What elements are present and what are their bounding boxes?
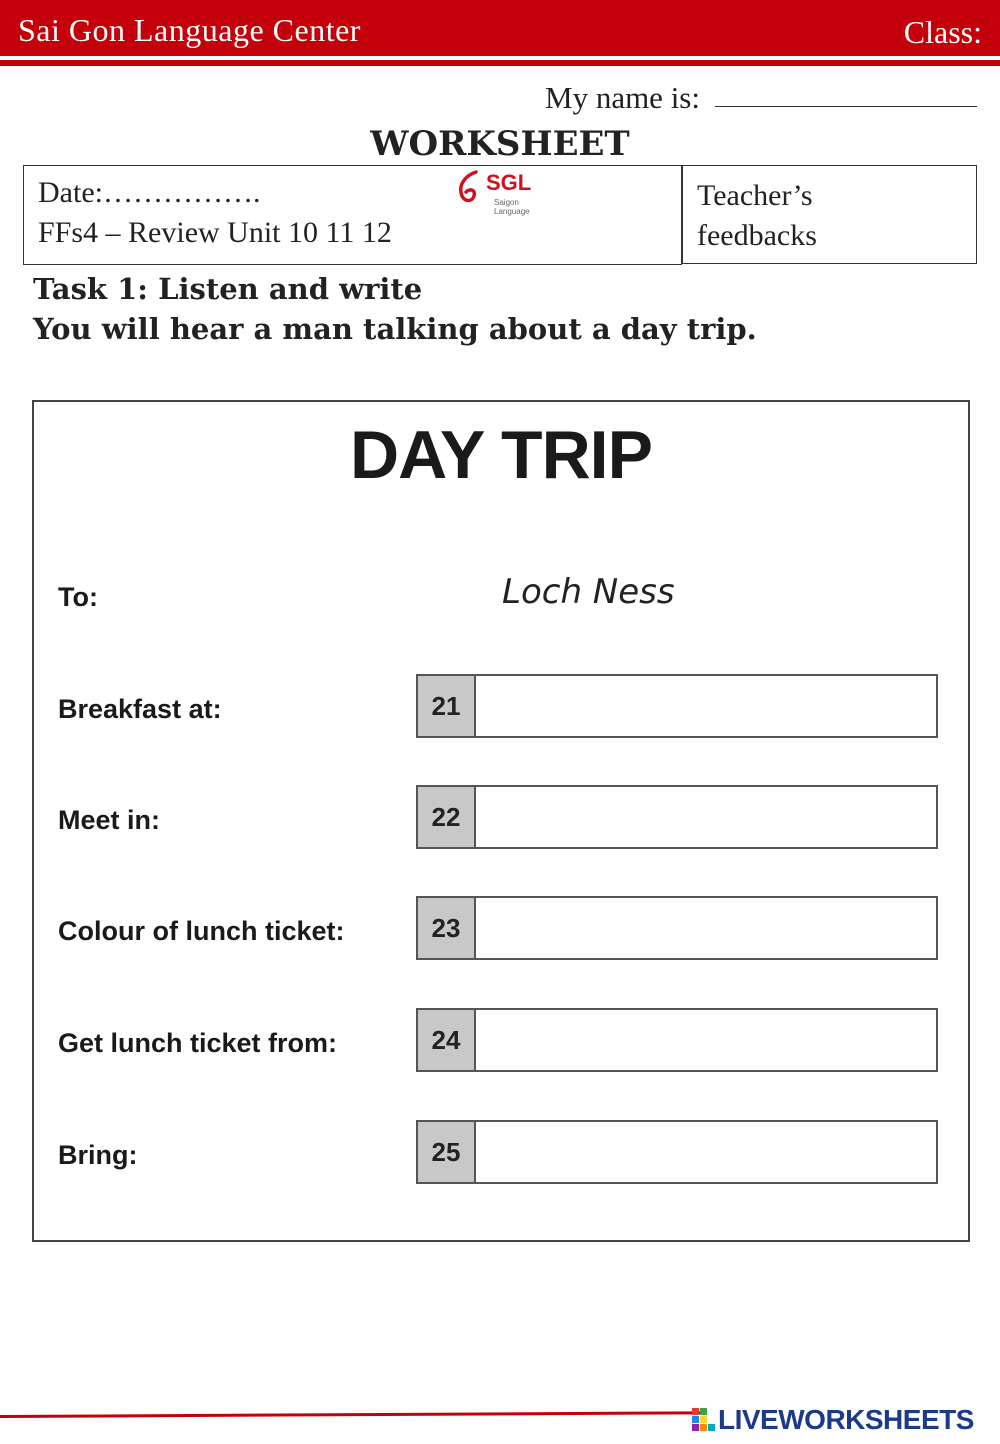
answer-box-25 (416, 1120, 938, 1184)
sgl-logo-mark-icon (456, 170, 484, 206)
feedback-label-line1: Teacher’s (697, 179, 813, 212)
liveworksheets-logo (692, 1404, 992, 1436)
question-number-22: 22 (418, 787, 476, 847)
answer-input-24[interactable] (480, 1014, 934, 1068)
answer-box-23 (416, 896, 938, 960)
to-label: To: (58, 582, 98, 612)
task-title: Task 1: Listen and write (33, 272, 423, 306)
answer-input-21[interactable] (480, 680, 934, 734)
answer-box-24 (416, 1008, 938, 1072)
name-label: My name is: (545, 80, 700, 115)
breakfast-label: Breakfast at: (58, 694, 222, 724)
answer-box-22 (416, 785, 938, 849)
date-field: Date:……………. (38, 176, 261, 209)
sgl-logo-subtext: Saigon Language (494, 198, 530, 216)
class-label: Class: (903, 14, 982, 50)
answer-input-22[interactable] (480, 791, 934, 845)
feedback-label (697, 176, 817, 256)
to-value: Loch Ness (502, 572, 675, 612)
liveworksheets-text: LIVEWORKSHEETS (718, 1404, 974, 1435)
lunch-ticket-colour-label: Colour of lunch ticket: (58, 916, 345, 946)
task-instruction: You will hear a man talking about a day trip. (33, 312, 757, 346)
name-field-line[interactable] (715, 106, 977, 107)
day-trip-title: DAY TRIP (350, 417, 652, 493)
question-number-23: 23 (418, 898, 476, 958)
answer-input-25[interactable] (480, 1126, 934, 1180)
sgl-logo-text: SGL (486, 170, 532, 195)
feedback-label-line2: feedbacks (697, 219, 817, 252)
liveworksheets-cubes-icon (692, 1408, 716, 1432)
meet-in-label: Meet in: (58, 805, 161, 835)
header-divider (0, 60, 1000, 66)
question-number-25: 25 (418, 1122, 476, 1182)
lunch-ticket-from-label: Get lunch ticket from: (58, 1028, 338, 1058)
teacher-feedback-box (682, 165, 977, 264)
unit-title: FFs4 – Review Unit 10 11 12 (38, 216, 392, 249)
sgl-logo (456, 170, 556, 216)
worksheet-title: WORKSHEET (370, 124, 630, 164)
answer-box-21 (416, 674, 938, 738)
bring-label: Bring: (58, 1140, 138, 1170)
footer-divider (0, 1411, 700, 1418)
question-number-24: 24 (418, 1010, 476, 1070)
answer-input-23[interactable] (480, 902, 934, 956)
day-trip-form (32, 400, 970, 1242)
info-box (23, 165, 682, 265)
question-number-21: 21 (418, 676, 476, 736)
center-name: Sai Gon Language Center (18, 12, 361, 48)
header-bar (0, 0, 1000, 56)
